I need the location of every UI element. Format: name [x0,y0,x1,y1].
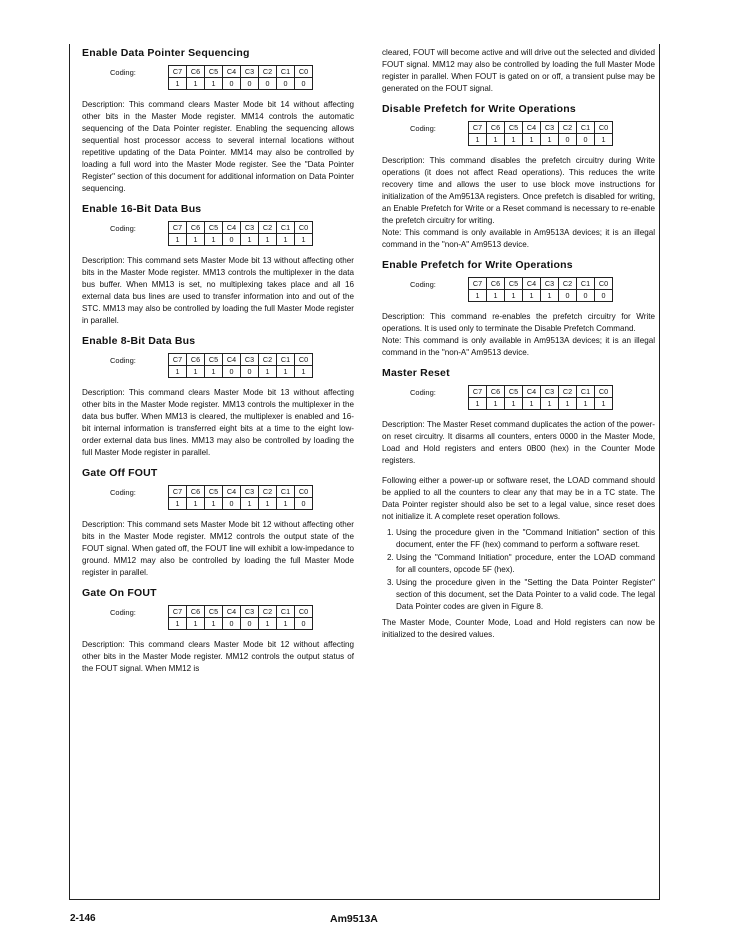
bit-value-row [169,366,313,378]
coding-row [82,605,354,630]
bit-value-row [169,234,313,246]
section-description: Description: This command clears Master Mode bit 13 without affecting other bits in the Master Mode register. MM13 controls the multiplexer in the data bus buffer. When MM13 is cleared, the multiplexer is enabled and 16-bit internal information is transferred eight bits at a time to the eight low-order external data bus lines. MM13 may also be controlled by loading the full Master Mode register in parallel. [82,388,354,457]
bit-header: C0 [295,606,313,618]
bit-value: 1 [169,366,187,378]
bit-value: 0 [595,290,613,302]
coding-label: Coding: [410,124,436,133]
bit-header-row [469,122,613,134]
section-description: Description: This command sets Master Mode bit 12 without affecting other bits in the Master Mode register. MM12 controls the output state of the FOUT signal. When gated off, the FOUT line will exhibit a low-impedance to ground. MM12 may also be controlled by loading the full Master Mode register in parallel. [82,520,354,577]
bit-header: C1 [577,386,595,398]
bit-value: 0 [277,78,295,90]
bit-header: C4 [223,606,241,618]
bit-header: C5 [505,386,523,398]
bit-value-row [469,398,613,410]
bit-header-row [169,354,313,366]
bit-header: C2 [259,486,277,498]
bit-header: C0 [595,386,613,398]
section-heading: Disable Prefetch for Write Operations [382,103,576,115]
section-note: Note: This command is only available in Am9513A devices; it is an illegal command in the "non-A" Am9513 device. [382,336,655,357]
bit-header: C3 [541,386,559,398]
bit-value: 0 [223,498,241,510]
bit-value-row [169,78,313,90]
coding-row [82,65,354,90]
section-enable-data-pointer-sequencing [82,47,354,195]
bit-header: C5 [205,354,223,366]
section-description: Description: This command disables the prefetch circuitry during Write operations (it does not affect Read operations). This reduces the write recovery time and allows the user to use block move instructions for initialization of the Am9513A registers. Once prefetch is disabled for writing, an Enable Prefetch for Write or a Reset command is necessary to re-enable the prefetch circuitry for writing. [382,156,655,225]
bit-value: 0 [259,78,277,90]
page-number: 2-146 [70,913,96,924]
bit-header: C5 [505,122,523,134]
section-heading: Enable Prefetch for Write Operations [382,259,573,271]
bit-header: C7 [169,66,187,78]
bit-value: 1 [277,234,295,246]
bit-value: 1 [505,134,523,146]
bit-header: C0 [295,222,313,234]
section-description: Description: This command sets Master Mode bit 13 without affecting other bits in the Master Mode register. MM13 controls the multiplexer in the data bus buffer. When MM13 is set, no multiplexing takes place and all 16 external data bus lines are used to transfer information into and out of the STC. MM13 may also be controlled by loading the full Master Mode register in parallel. [82,256,354,325]
section-enable-8-bit-data-bus [82,335,354,459]
bit-value: 1 [523,398,541,410]
bit-header: C7 [169,222,187,234]
bit-value: 1 [205,78,223,90]
coding-table [168,605,313,630]
bit-value: 1 [205,498,223,510]
bit-value: 1 [277,366,295,378]
coding-table [168,65,313,90]
bit-value: 1 [187,366,205,378]
bit-value: 1 [259,618,277,630]
bit-header: C2 [559,122,577,134]
bit-header: C7 [169,606,187,618]
bit-value: 1 [295,234,313,246]
bit-value: 1 [295,366,313,378]
bit-value: 1 [523,290,541,302]
bit-value: 0 [241,618,259,630]
bit-header: C6 [487,278,505,290]
bit-value: 1 [277,498,295,510]
bit-header: C6 [187,222,205,234]
bit-value: 0 [241,366,259,378]
bit-value: 1 [469,398,487,410]
bit-value: 1 [505,398,523,410]
section-master-reset [382,367,655,467]
bit-header-row [469,278,613,290]
bit-header: C4 [523,386,541,398]
section-gate-off-fout [82,467,354,579]
bit-value: 0 [223,618,241,630]
bit-value: 0 [241,78,259,90]
bit-header: C1 [277,606,295,618]
bit-header: C7 [469,122,487,134]
bit-header: C7 [169,354,187,366]
bit-value: 1 [487,290,505,302]
section-description: Description: This command clears Master Mode bit 12 without affecting other bits in the Master Mode register. MM12 controls the output status of the FOUT signal. When MM12 is [82,640,354,673]
bit-header: C1 [577,122,595,134]
bit-header: C3 [241,354,259,366]
coding-label: Coding: [110,224,136,233]
bit-header: C2 [259,222,277,234]
bit-value-row [469,290,613,302]
section-description: Description: This command re-enables the prefetch circuitry for Write operations. It is used only to terminate the Disable Prefetch Command. [382,312,655,333]
section-enable-16-bit-data-bus [82,203,354,327]
bit-header: C6 [187,354,205,366]
bit-value: 1 [595,134,613,146]
section-description: Description: The Master Reset command duplicates the action of the power-on reset circuitry. It disarms all counters, enters 0000 in the Master Mode, Load and Hold registers and enters 0B00 (hex) in the Counter Mode registers. [382,420,655,465]
bit-header-row [169,606,313,618]
bit-value: 1 [205,618,223,630]
coding-table [468,385,613,410]
bit-value: 1 [277,618,295,630]
bit-value: 1 [241,234,259,246]
coding-label: Coding: [110,608,136,617]
coding-table [468,277,613,302]
bit-value: 1 [187,498,205,510]
bit-header: C0 [295,486,313,498]
coding-table [168,485,313,510]
bit-value: 1 [241,498,259,510]
bit-value: 0 [223,78,241,90]
coding-row [82,485,354,510]
coding-row [382,277,655,302]
bit-value: 1 [259,234,277,246]
coding-label: Coding: [110,356,136,365]
section-heading: Gate Off FOUT [82,467,158,479]
bit-value: 0 [295,78,313,90]
bit-value: 0 [295,498,313,510]
left-column [82,47,354,683]
coding-table [168,221,313,246]
section-description: Description: This command clears Master Mode bit 14 without affecting other bits in the Master Mode register. MM14 controls the automatic sequencing of the Data Pointer register. Enabling the sequencing allows sequential host processor access to several internal locations without repetitive updating of the Data Pointer. MM14 may also be controlled by loading a full word into the Master Mode register. See the "Data Pointer Register" section of this document for additional information on Data Pointer sequencing. [82,100,354,193]
bit-value: 1 [469,134,487,146]
bit-header: C6 [187,606,205,618]
bit-header: C5 [205,222,223,234]
bit-value: 0 [577,290,595,302]
bit-header: C0 [595,122,613,134]
reset-steps-list [382,527,655,613]
bit-value: 1 [487,134,505,146]
bit-header: C2 [259,354,277,366]
coding-table [168,353,313,378]
bit-header-row [469,386,613,398]
bit-header: C3 [241,222,259,234]
bit-header: C4 [223,486,241,498]
section-disable-prefetch [382,103,655,251]
bit-value: 1 [169,234,187,246]
coding-table [468,121,613,146]
continuation-text: cleared, FOUT will become active and will drive out the selected and divided FOUT signal. MM12 may also be controlled by loading the full Master Mode register in parallel. When FOUT is gated on or off, a transient pulse may be generated on the FOUT signal. [382,48,655,93]
coding-row [82,221,354,246]
bit-value-row [469,134,613,146]
bit-header: C2 [559,278,577,290]
bit-value: 1 [259,366,277,378]
bit-header: C6 [487,386,505,398]
bit-header: C7 [169,486,187,498]
section-heading: Enable 8-Bit Data Bus [82,335,196,347]
bit-header: C5 [505,278,523,290]
section-heading: Gate On FOUT [82,587,157,599]
coding-row [382,121,655,146]
bit-value-row [169,618,313,630]
bit-header: C4 [223,354,241,366]
bit-header: C0 [295,354,313,366]
bit-header: C1 [577,278,595,290]
bit-value: 1 [505,290,523,302]
bit-value: 1 [559,398,577,410]
bit-header: C0 [595,278,613,290]
coding-row [82,353,354,378]
coding-label: Coding: [110,488,136,497]
bit-header: C5 [205,66,223,78]
bit-header: C3 [241,66,259,78]
bit-header: C6 [187,486,205,498]
section-enable-prefetch [382,259,655,359]
bit-header: C3 [241,606,259,618]
bit-header: C7 [469,278,487,290]
bit-header: C2 [559,386,577,398]
bit-value: 1 [259,498,277,510]
list-item: 1. Using the procedure given in the "Command Initiation" section of this document, enter the FF (hex) command to perform a software reset. [396,527,655,551]
bit-header: C1 [277,66,295,78]
coding-label: Coding: [410,280,436,289]
bit-value: 1 [595,398,613,410]
section-heading: Master Reset [382,367,450,379]
bit-header: C6 [487,122,505,134]
bit-value: 0 [223,366,241,378]
bit-value: 0 [559,134,577,146]
bit-header-row [169,66,313,78]
coding-label: Coding: [410,388,436,397]
coding-label: Coding: [110,68,136,77]
bit-header: C7 [469,386,487,398]
bit-header: C5 [205,486,223,498]
bit-value: 1 [169,78,187,90]
bit-value: 1 [541,398,559,410]
bit-value-row [169,498,313,510]
bit-value: 1 [541,134,559,146]
list-item: 3. Using the procedure given in the "Setting the Data Pointer Register" section of this document, set the Data Pointer to a valid code. The legal Data Pointer codes are given in Figure 8. [396,577,655,613]
bit-value: 1 [187,618,205,630]
bit-value: 1 [169,498,187,510]
bit-header: C1 [277,354,295,366]
coding-row [382,385,655,410]
bit-header-row [169,486,313,498]
reset-paragraph: Following either a power-up or software reset, the LOAD command should be applied to all the counters to clear any that may be in a TC state. The Data Pointer register should also be set to a legal value, since reset does not initialize it. A complete reset operation follows. [382,476,655,521]
bit-header: C1 [277,486,295,498]
bit-value: 1 [523,134,541,146]
bit-value: 1 [187,234,205,246]
section-heading: Enable 16-Bit Data Bus [82,203,202,215]
bit-header: C2 [259,66,277,78]
bit-header: C4 [223,222,241,234]
section-gate-on-fout [82,587,354,675]
list-item: 2. Using the "Command Initiation" procedure, enter the LOAD command for all counters, opcode 5F (hex). [396,552,655,576]
right-column [382,47,655,641]
closing-paragraph: The Master Mode, Counter Mode, Load and Hold registers can now be initialized to the desired values. [382,618,655,639]
bit-header: C2 [259,606,277,618]
bit-header: C1 [277,222,295,234]
bit-value: 0 [295,618,313,630]
bit-header: C3 [541,278,559,290]
bit-header: C3 [541,122,559,134]
bit-header: C6 [187,66,205,78]
bit-value: 1 [205,366,223,378]
bit-value: 1 [541,290,559,302]
bit-value: 0 [559,290,577,302]
bit-value: 1 [577,398,595,410]
bit-value: 0 [223,234,241,246]
bit-header: C4 [523,278,541,290]
bit-header: C3 [241,486,259,498]
bit-header: C5 [205,606,223,618]
bit-header-row [169,222,313,234]
bit-value: 1 [205,234,223,246]
bit-header: C4 [223,66,241,78]
section-note: Note: This command is only available in Am9513A devices; it is an illegal command in the "non-A" Am9513 device. [382,228,655,249]
bit-header: C4 [523,122,541,134]
bit-value: 1 [169,618,187,630]
bit-value: 1 [187,78,205,90]
bit-header: C0 [295,66,313,78]
bit-value: 1 [469,290,487,302]
bit-value: 0 [577,134,595,146]
bit-value: 1 [487,398,505,410]
section-heading: Enable Data Pointer Sequencing [82,47,250,59]
footer-title: Am9513A [330,913,378,925]
